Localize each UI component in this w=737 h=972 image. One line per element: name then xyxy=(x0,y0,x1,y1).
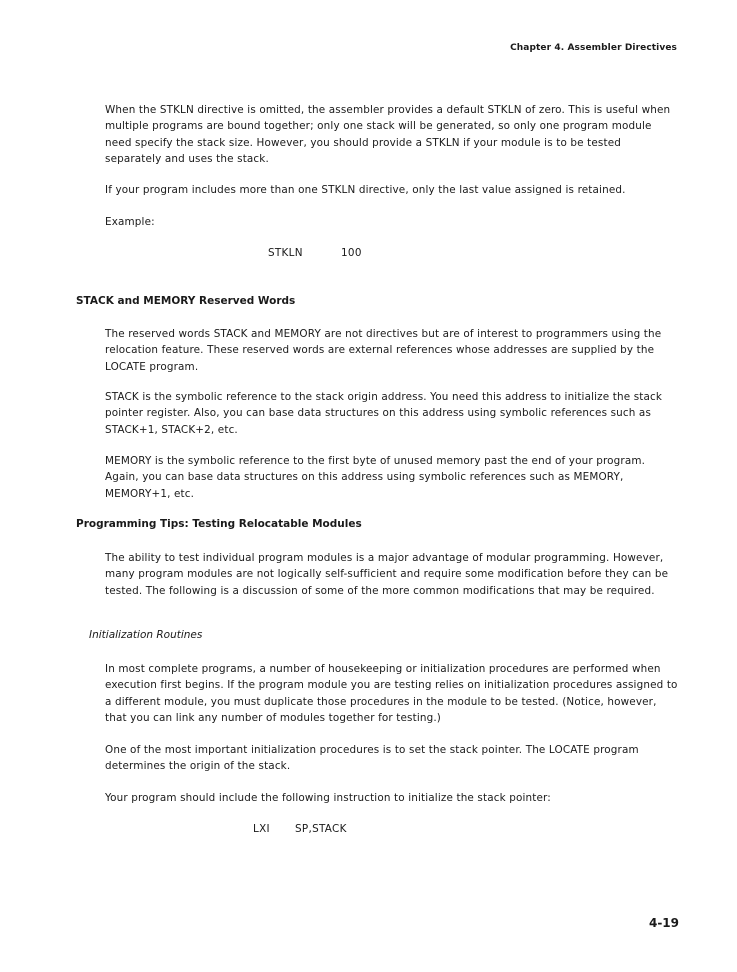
stkln-multiple-paragraph: If your program includes more than one STKLN directive, only the last value assigned is retained. xyxy=(105,184,626,196)
page-number: 4-19 xyxy=(648,916,679,930)
example-code-mnemonic: STKLN xyxy=(268,247,303,259)
stkln-default-paragraph: When the STKLN directive is omitted, the assembler provides a default STKLN of zero. This is useful when multiple programs are bound together; only one stack will be generated, so only one program module need specify the stack size. However, you should provide a STKLN if your module is to be tested separately and uses the stack. xyxy=(105,104,671,165)
lxi-code-mnemonic: LXI xyxy=(253,823,270,835)
memory-reference-paragraph: MEMORY is the symbolic reference to the first byte of unused memory past the end of your program. Again, you can base data structures on this address using symbolic references such as MEMORY, MEMORY+1, etc. xyxy=(105,455,646,500)
stack-reference-paragraph: STACK is the symbolic reference to the stack origin address. You need this address to initialize the stack pointer register. Also, you can base data structures on this address using symbolic references such as STACK+1, STACK+2, etc. xyxy=(105,391,663,436)
stack-pointer-paragraph: One of the most important initialization procedures is to set the stack pointer. The LOCATE program determines the origin of the stack. xyxy=(105,744,639,773)
lxi-code-operand: SP,STACK xyxy=(295,823,347,835)
reserved-words-paragraph: The reserved words STACK and MEMORY are not directives but are of interest to programmers using the relocation feature. These reserved words are external references whose addresses are supplied by the LOCATE program. xyxy=(105,328,662,373)
example-label: Example: xyxy=(105,216,155,228)
housekeeping-paragraph: In most complete programs, a number of housekeeping or initialization procedures are performed when execution first begins. If the program module you are testing relies on initialization procedures assigned to a different module, you must duplicate those procedures in the module to be tested. (Notice, however, that you can link any number of modules together for testing.) xyxy=(105,663,678,724)
chapter-header: Chapter 4. Assembler Directives xyxy=(510,43,677,53)
stack-memory-heading: STACK and MEMORY Reserved Words xyxy=(76,295,296,307)
instruction-intro-paragraph: Your program should include the following instruction to initialize the stack pointer: xyxy=(105,792,551,804)
testing-modules-paragraph: The ability to test individual program modules is a major advantage of modular programming. However, many program modules are not logically self-sufficient and require some modification before they can be tested. The following is a discussion of some of the more common modifications that may be required. xyxy=(105,552,669,597)
initialization-routines-subheading: Initialization Routines xyxy=(89,629,203,641)
example-code-operand: 100 xyxy=(341,247,362,259)
programming-tips-heading: Programming Tips: Testing Relocatable Modules xyxy=(76,518,362,530)
